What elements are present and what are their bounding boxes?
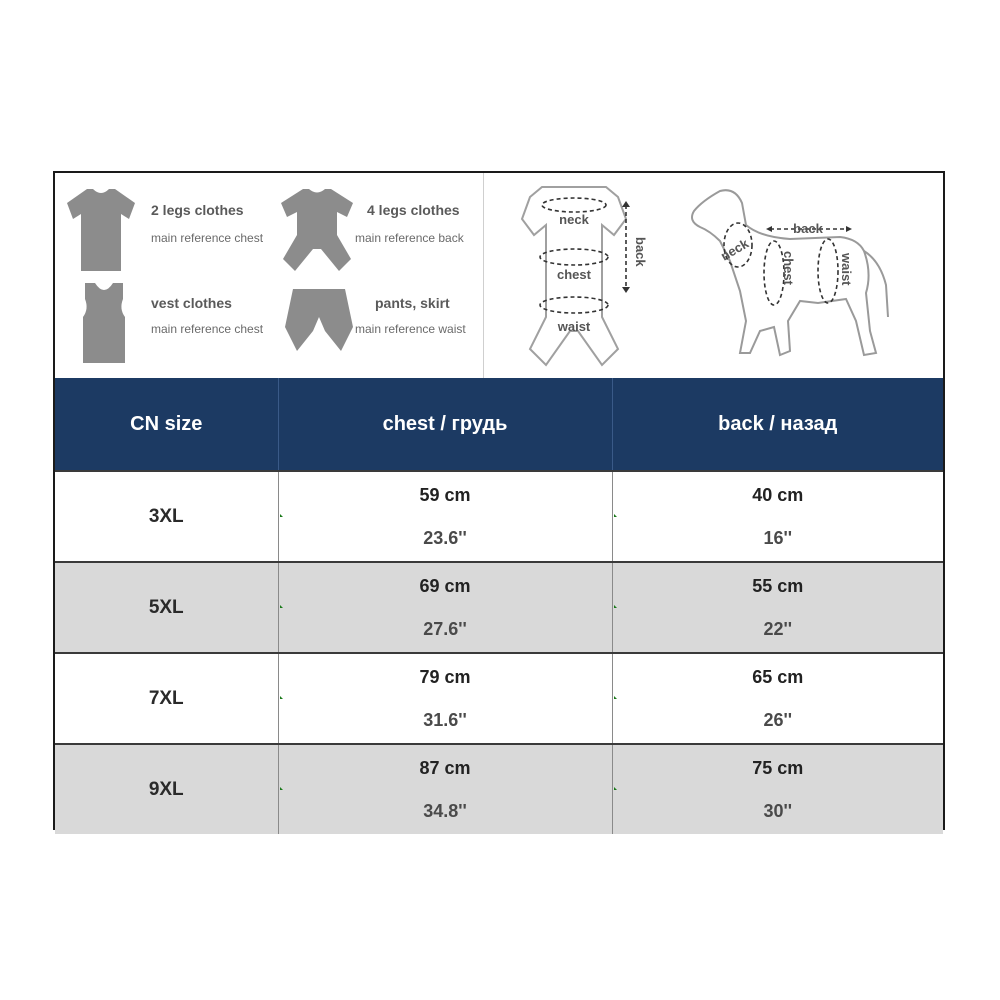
size-cell: 5XL [55,562,278,653]
chest-label: chest [557,267,591,282]
chest-cm-value: 59 cm [419,485,471,505]
chest-cm-value: 87 cm [419,758,471,778]
chest-inch-value: 23.6'' [423,528,467,548]
pants-icon [283,287,355,355]
guide-item-title: 2 legs clothes [151,202,244,218]
back-inch-value: 26'' [763,710,793,730]
tshirt-icon [65,187,137,273]
back-inch-value: 16'' [763,528,793,548]
measurement-diagrams-panel [483,173,944,378]
waist-label: waist [557,319,591,334]
back-cell [612,653,943,744]
neck-label: neck [718,235,752,264]
chest-inch-value: 31.6'' [423,710,467,730]
garment-reference-panel [55,173,483,378]
size-cell: 9XL [55,744,278,834]
chest-label: chest [781,251,796,285]
jumpsuit-icon [277,187,357,275]
back-cell [612,562,943,653]
measurement-guide [55,173,943,378]
header-chest: chest / грудь [278,378,612,471]
dog-measurement-diagram [680,181,910,371]
chest-cell [278,562,612,653]
size-cell: 7XL [55,653,278,744]
size-table [55,378,943,834]
guide-item-subtitle: main reference chest [151,231,264,245]
neck-label: neck [559,212,589,227]
header-back: back / назад [612,378,943,471]
chest-cell [278,744,612,834]
back-cell [612,471,943,562]
chest-inch-value: 34.8'' [423,801,467,821]
size-chart-frame [53,171,945,830]
size-cell: 3XL [55,471,278,562]
chest-cell [278,471,612,562]
guide-item-subtitle: main reference back [355,231,464,245]
guide-item-title: pants, skirt [375,295,450,311]
chest-cm-value: 79 cm [419,667,471,687]
back-cm-value: 75 cm [752,758,804,778]
back-label: back [793,221,823,236]
back-cm-value: 55 cm [752,576,804,596]
back-cell [612,744,943,834]
guide-item-subtitle: main reference chest [151,322,264,336]
back-inch-value: 30'' [763,801,793,821]
guide-item-subtitle: main reference waist [355,322,466,336]
header-cn-size: CN size [55,378,278,471]
guide-item-title: 4 legs clothes [367,202,460,218]
table-header-row [55,378,943,471]
chest-cell [278,653,612,744]
waist-label: waist [839,253,854,286]
chest-inch-value: 27.6'' [423,619,467,639]
vest-icon [79,281,129,365]
chest-cm-value: 69 cm [419,576,471,596]
guide-item-title: vest clothes [151,295,232,311]
table-row [55,653,943,744]
shirt-measurement-diagram [494,179,654,371]
back-label: back [633,237,648,267]
back-cm-value: 40 cm [752,485,804,505]
back-inch-value: 22'' [763,619,793,639]
table-row [55,744,943,834]
table-row [55,562,943,653]
table-row [55,471,943,562]
back-cm-value: 65 cm [752,667,804,687]
